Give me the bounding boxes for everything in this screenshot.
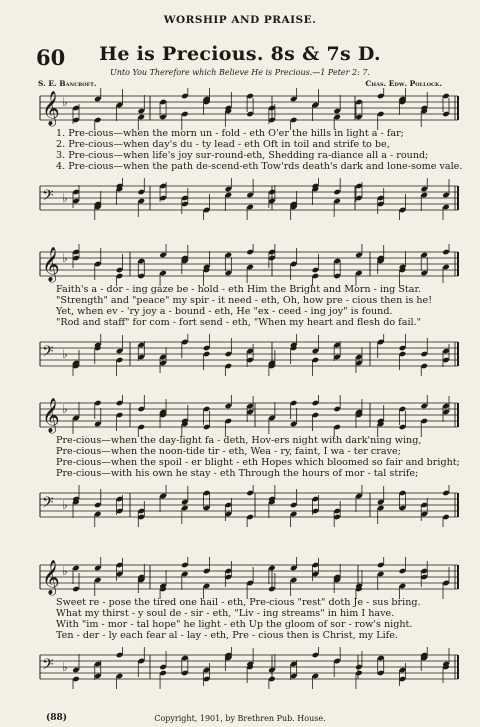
treble-clef-icon: 𝄞	[42, 91, 60, 126]
bass-clef-icon: 𝄢	[42, 656, 54, 677]
flat-icon: ♭	[62, 251, 68, 265]
hymn-number: 60	[36, 45, 66, 70]
lyric-line: 4. Pre-cious—when the path de-scend-eth Tow'rds death's dark and lone-some vale.	[56, 161, 463, 172]
treble-staff-2	[0, 244, 480, 286]
bass-staff-2	[0, 334, 480, 376]
lyric-line: 3. Pre-cious—when life's joy sur-round-eth, Shedding ra-diance all a - round;	[56, 150, 429, 161]
section-heading: WORSHIP AND PRAISE.	[163, 14, 317, 26]
bass-staff-3	[0, 485, 480, 527]
lyric-line: "Rod and staff" for com - fort send - eth, "When my heart and flesh do fail."	[56, 317, 422, 328]
flat-icon: ♭	[62, 564, 68, 578]
scripture-reference: Unto You Therefore which Believe He is Precious.—1 Peter 2: 7.	[110, 68, 370, 77]
lyric-line: Ten - der - ly each fear al - lay - eth, Pre - cious then is Christ, my Life.	[56, 630, 398, 641]
bass-clef-icon: 𝄢	[42, 187, 54, 208]
lyric-line: Pre-cious—when the noon-tide tir - eth, Wea - ry, faint, I wa - ter crave;	[56, 446, 401, 457]
lyric-line: 1. Pre-cious—when the morn un - fold - eth O'er the hills in light a - far;	[56, 128, 404, 139]
lyric-line: What my thirst - y soul de - sir - eth, "Liv - ing streams" in him I have.	[56, 608, 395, 619]
bass-staff-1	[0, 178, 480, 220]
treble-clef-icon: 𝄞	[42, 398, 60, 433]
hymn-title: He is Precious. 8s & 7s D.	[99, 43, 381, 65]
flat-icon: ♭	[62, 191, 68, 205]
flat-icon: ♭	[62, 95, 68, 109]
lyric-line: Pre-cious—with his own he stay - eth Through the hours of mor - tal strife;	[56, 468, 419, 479]
copyright-notice: Copyright, 1901, by Brethren Pub. House.	[154, 714, 326, 723]
lyric-line: With "im - mor - tal hope" he light - eth Up the gloom of sor - row's night.	[56, 619, 413, 630]
flat-icon: ♭	[62, 347, 68, 361]
treble-staff-1	[0, 88, 480, 130]
bass-clef-icon: 𝄢	[42, 494, 54, 515]
composer-credit: S. E. Bancroft.	[38, 79, 97, 88]
lyric-line: Pre-cious—when the day-light fa - deth, Hov-ers night with dark'ning wing,	[56, 435, 422, 446]
bass-clef-icon: 𝄢	[42, 343, 54, 364]
bass-staff-4	[0, 647, 480, 689]
author-credit: Chas. Edw. Pollock.	[365, 79, 442, 88]
treble-clef-icon: 𝄞	[42, 560, 60, 595]
lyric-line: Pre-cious—when the spoil - er blight - eth Hopes which bloomed so fair and bright;	[56, 457, 460, 468]
lyric-line: "Strength" and "peace" my spir - it need - eth, Oh, how pre - cious then is he!	[56, 295, 433, 306]
flat-icon: ♭	[62, 498, 68, 512]
lyric-line: Faith's a - dor - ing gaze be - hold - eth Him the Bright and Morn - ing Star.	[56, 284, 422, 295]
page-number: (88)	[46, 713, 68, 723]
lyric-line: 2. Pre-cious—when day's du - ty lead - eth Oft in toil and strife to be,	[56, 139, 390, 150]
treble-clef-icon: 𝄞	[42, 247, 60, 282]
flat-icon: ♭	[62, 660, 68, 674]
lyric-line: Yet, when ev - 'ry joy a - bound - eth, He "ex - ceed - ing joy" is found.	[56, 306, 393, 317]
flat-icon: ♭	[62, 402, 68, 416]
treble-staff-3	[0, 395, 480, 437]
lyric-line: Sweet re - pose the tired one hail - eth, Pre-cious "rest" doth Je - sus bring.	[56, 597, 421, 608]
treble-staff-4	[0, 557, 480, 599]
